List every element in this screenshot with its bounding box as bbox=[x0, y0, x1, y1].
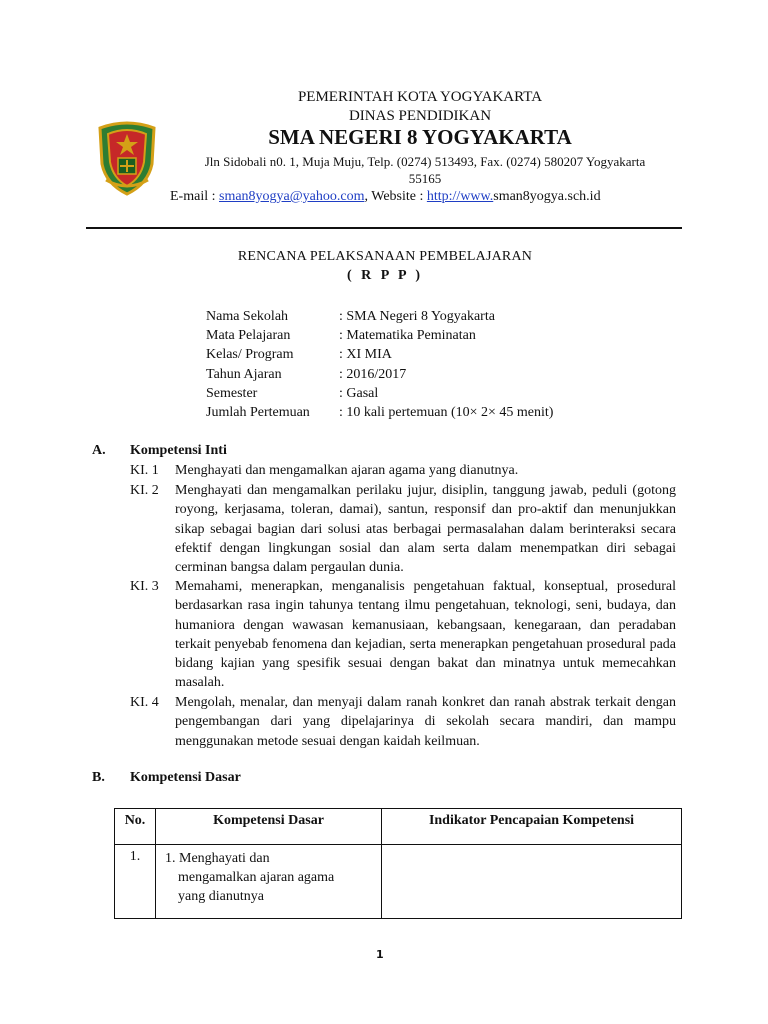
column-header-no: No. bbox=[115, 809, 156, 845]
email-label: E-mail : bbox=[170, 189, 219, 204]
identity-label: Mata Pelajaran bbox=[206, 328, 291, 344]
identity-label: Semester bbox=[206, 385, 258, 401]
ki-item bbox=[130, 481, 676, 577]
identity-label: Tahun Ajaran bbox=[206, 366, 282, 382]
kompetensi-dasar-table bbox=[114, 808, 682, 919]
header-government: PEMERINTAH KOTA YOGYAKARTA bbox=[297, 89, 543, 105]
ki-code: KI. 1 bbox=[130, 463, 159, 478]
section-b-letter: B. bbox=[92, 770, 105, 785]
identity-value: : 2016/2017 bbox=[339, 366, 407, 382]
cell-indikator bbox=[382, 845, 682, 919]
ki-text: Menghayati dan mengamalkan ajaran agama yang dianutnya. bbox=[175, 463, 519, 478]
table-row bbox=[115, 845, 682, 919]
column-header-indikator: Indikator Pencapaian Kompetensi bbox=[382, 809, 682, 845]
identity-value: : 10 kali pertemuan (10× 2× 45 menit) bbox=[339, 405, 554, 421]
postal-code: 55165 bbox=[408, 171, 442, 186]
ki-code: KI. 2 bbox=[130, 483, 159, 498]
ki-text: Memahami, menerapkan, menganalisis pengetahuan faktual, konseptual, prosedural berdasarkan rasa ingin tahunya tentang ilmu pengetahuan, teknologi, seni, budaya, dan humaniora dengan wawasan kemanusiaan, kebangsaan, kenegaraan, dan peradaban terkait penyebab fenomena dan kejadian, serta menerapkan pengetahuan prosedural pada bidang kajian yang spesifik sesuai dengan bakat dan minatnya untuk memecahkan masalah. bbox=[175, 579, 676, 691]
identity-row bbox=[206, 365, 553, 384]
ki-text: Menghayati dan mengamalkan perilaku jujur, disiplin, tanggung jawab, peduli (gotong royong, kerjasama, toleran, damai), santun, responsif dan pro-aktif dan menunjukkan sikap sebagai bagian dari solusi atas berbagai permasalahan dalam berinteraksi secara efektif dengan lingkungan sosial dan alam serta dalam menempatkan diri sebagai cerminan bangsa dalam pergaulan dunia. bbox=[175, 483, 676, 576]
section-a-title: Kompetensi Inti bbox=[130, 443, 227, 458]
kd-line: 1. Menghayati dan bbox=[165, 851, 270, 866]
website-link[interactable]: http://www. bbox=[426, 189, 494, 204]
ki-item bbox=[130, 693, 676, 751]
ki-code: KI. 3 bbox=[130, 579, 159, 594]
identity-label: Nama Sekolah bbox=[206, 309, 289, 324]
header-address bbox=[175, 153, 675, 187]
header-school-name: SMA NEGERI 8 YOGYAKARTA bbox=[268, 125, 572, 149]
identity-row bbox=[206, 326, 553, 345]
ki-item bbox=[130, 461, 676, 480]
identity-value: : SMA Negeri 8 Yogyakarta bbox=[339, 309, 495, 324]
section-a-letter: A. bbox=[92, 443, 106, 458]
kd-text bbox=[157, 849, 380, 906]
ki-text: Mengolah, menalar, dan menyaji dalam ranah konkret dan ranah abstrak terkait dengan pengembangan dari yang dipelajarinya di sekolah secara mandiri, dan mampu menggunakan metode sesuai dengan kaidah keilmuan. bbox=[175, 695, 676, 749]
identity-value: : Gasal bbox=[339, 385, 379, 401]
identity-row bbox=[206, 307, 553, 326]
header-contact bbox=[170, 188, 670, 206]
table-header-row bbox=[115, 809, 682, 845]
website-label: , Website : bbox=[364, 189, 427, 204]
website-rest: sman8yogya.sch.id bbox=[493, 189, 601, 204]
kd-line: yang dianutnya bbox=[178, 889, 264, 904]
identity-row bbox=[206, 345, 553, 364]
page-number: 1 bbox=[376, 948, 384, 961]
section-b-title: Kompetensi Dasar bbox=[130, 770, 241, 785]
identity-row bbox=[206, 384, 553, 403]
address-line: Jln Sidobali n0. 1, Muja Muju, Telp. (0274) 513493, Fax. (0274) 580207 Yogyakarta bbox=[204, 154, 646, 169]
header-divider bbox=[86, 227, 682, 229]
column-header-kd: Kompetensi Dasar bbox=[156, 809, 382, 845]
document-title: RENCANA PELAKSANAAN PEMBELAJARAN bbox=[237, 249, 533, 264]
header-department: DINAS PENDIDIKAN bbox=[348, 108, 492, 124]
cell-no: 1. bbox=[115, 845, 156, 919]
identity-row bbox=[206, 403, 553, 422]
ki-code: KI. 4 bbox=[130, 695, 159, 710]
city-coat-of-arms-icon bbox=[96, 120, 158, 196]
email-link[interactable]: sman8yogya@yahoo.com bbox=[219, 189, 365, 204]
ki-item bbox=[130, 577, 676, 693]
identity-value: : XI MIA bbox=[339, 347, 392, 363]
kd-line: mengamalkan ajaran agama bbox=[178, 870, 335, 885]
identity-table bbox=[206, 307, 553, 422]
identity-label: Kelas/ Program bbox=[206, 347, 294, 363]
identity-label: Jumlah Pertemuan bbox=[206, 405, 310, 421]
identity-value: : Matematika Peminatan bbox=[339, 328, 476, 344]
document-subtitle: ( R P P ) bbox=[347, 268, 423, 283]
cell-kd bbox=[156, 845, 382, 919]
